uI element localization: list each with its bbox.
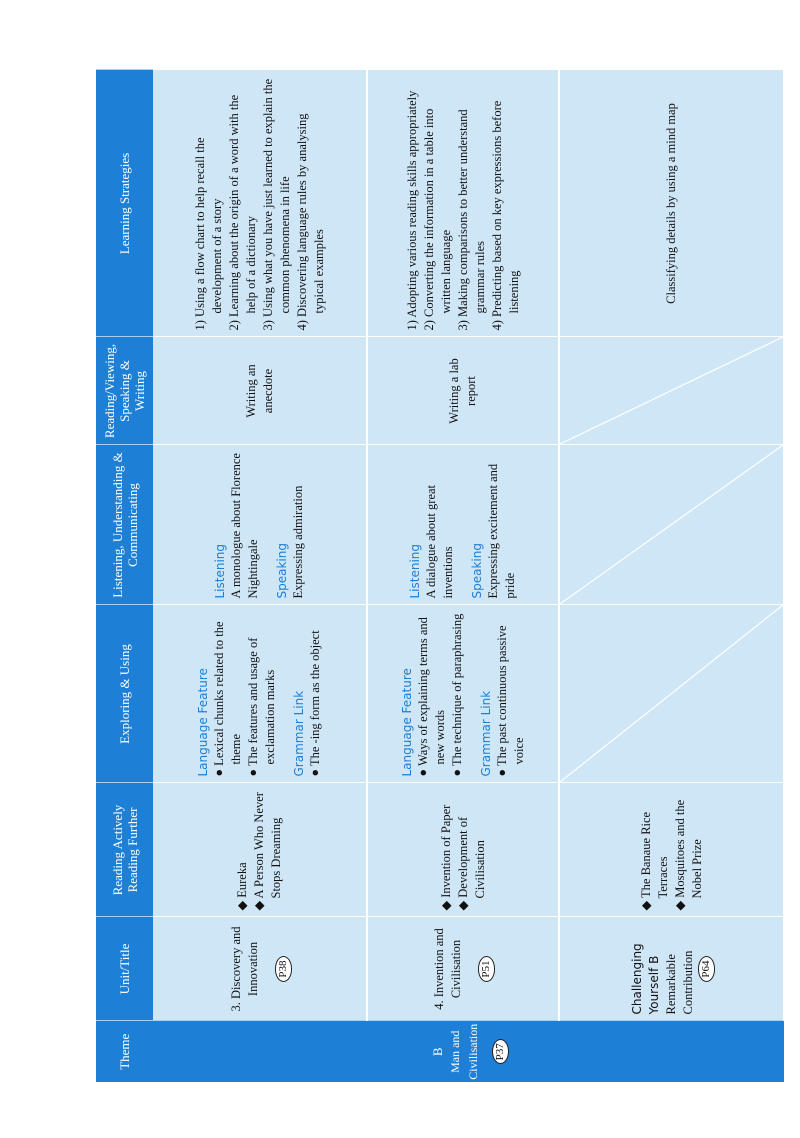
challenge-title-cell [559,917,784,1021]
list-item: ◆ Mosquitoes and the Nobel Prize [672,799,704,911]
list-item: ● The technique of paraphrasing [449,613,464,777]
writing-text: Writing a lab report [447,358,478,424]
challenge-subtitle-line2: Contribution [680,950,695,1015]
unit-3-listening-cell [153,445,367,605]
list-item: 4) Predicting based on key expressions before listening [489,100,521,331]
unit-4-exploring-cell [367,605,559,783]
list-item: ◆ Development of Civilisation [455,816,487,911]
challenge-title-line2: Yourself B [646,955,661,1015]
diagonal-line [560,338,783,445]
list-item: 1) Using a flow chart to help recall the development of a story [192,137,224,331]
unit-4-listening-cell [367,445,559,605]
header-reading-text: Reading Actively Reading Further [109,804,140,896]
listening-text: A dialogue about great inventions [424,484,455,599]
speaking-text: Expressing admiration [291,485,305,599]
language-feature-label: Language Feature [399,668,414,777]
list-item: ◆ Invention of Paper [438,804,453,911]
list-item: 3) Making comparisons to better understand grammar rules [455,109,487,331]
table-row-unit-3 [153,70,367,1082]
header-row [96,70,153,1082]
list-item: 4) Discovering language rules by analysing typical examples [294,113,326,331]
unit-3-title-cell [153,917,367,1021]
challenge-title-line1: Challenging [629,943,644,1015]
table-row-unit-4 [367,70,559,1082]
list-item: 2) Converting the information in a table into written language [421,108,453,331]
list-item: ● The -ing form as the object [308,630,322,777]
table-row-challenge [559,70,784,1082]
list-item: ● Lexical chunks related to the theme [212,621,243,777]
theme-page-badge: P37 [492,1039,509,1064]
challenge-listening-empty [559,445,784,605]
unit-3-writing-cell [153,337,367,445]
challenge-page-badge: P64 [698,956,715,981]
list-item: 3) Using what you have just learned to explain the common phenomena in life [260,78,292,331]
list-item: ◆ The Banaue Rice Terraces [638,811,670,911]
header-listening: Listening, Understanding & Communicating [96,445,153,605]
unit-3-reading-cell [153,783,367,917]
curriculum-table [96,70,785,1083]
grammar-link-label: Grammar Link [478,690,493,777]
theme-cell [153,1021,784,1082]
unit-4-reading-cell [367,783,559,917]
challenge-strategies-cell [559,70,784,337]
unit-4-title-cell [367,917,559,1021]
unit-4-page-badge: P51 [478,956,495,981]
unit-4-writing-cell [367,337,559,445]
unit-3-exploring-cell [153,605,367,783]
header-unit-title: Unit/Title [96,917,153,1021]
grammar-link-label: Grammar Link [292,690,306,777]
speaking-label: Speaking [275,543,289,599]
listening-text: A monologue about Florence Nightingale [229,453,260,599]
challenge-writing-empty [559,337,784,445]
header-reading [96,783,153,917]
unit-3-page-badge: P38 [275,956,292,981]
list-item: ● The features and usage of exclamation marks [246,637,277,777]
unit-3-strategies-cell [153,70,367,337]
writing-text: Writing an anecdote [243,364,275,418]
list-item: ● Ways of explaining terms and new words [415,617,447,777]
theme-line1: Man and [447,1030,462,1073]
list-item: ◆ A Person Who Never Stops Dreaming [252,792,283,911]
theme-line2: Civilisation [465,1023,480,1080]
unit-4-title: 4. Invention and Civilisation [432,928,463,1010]
list-item: 2) Learning about the origin of a word with the help of a dictionary [226,94,258,331]
challenge-subtitle-line1: Remarkable [663,954,678,1015]
header-exploring: Exploring & Using [96,605,153,783]
challenge-reading-cell [559,783,784,917]
speaking-text: Expressing excitement and pride [486,463,517,599]
list-item: 1) Adopting various reading skills appropriately [404,90,419,331]
speaking-label: Speaking [470,543,484,599]
header-learning-strategies: Learning Strategies [96,70,153,337]
header-theme: Theme [96,1021,153,1082]
unit-4-strategies-cell [367,70,559,337]
list-item: ◆ Eureka [235,862,249,911]
list-item: ● The past continuous passive voice [494,625,526,777]
listening-label: Listening [408,543,422,599]
listening-label: Listening [213,543,227,599]
curriculum-table-rotated [96,70,784,1082]
header-reading-viewing: Reading/Viewing, Speaking & Writing [96,337,153,445]
challenge-strategy-text: Classifying details by using a mind map [664,103,678,304]
language-feature-label: Language Feature [196,668,210,777]
diagonal-line [560,606,783,783]
challenge-exploring-empty [559,605,784,783]
theme-letter: B [429,1047,445,1057]
diagonal-line [560,446,783,605]
unit-3-title: 3. Discovery and Innovation [228,926,260,1012]
